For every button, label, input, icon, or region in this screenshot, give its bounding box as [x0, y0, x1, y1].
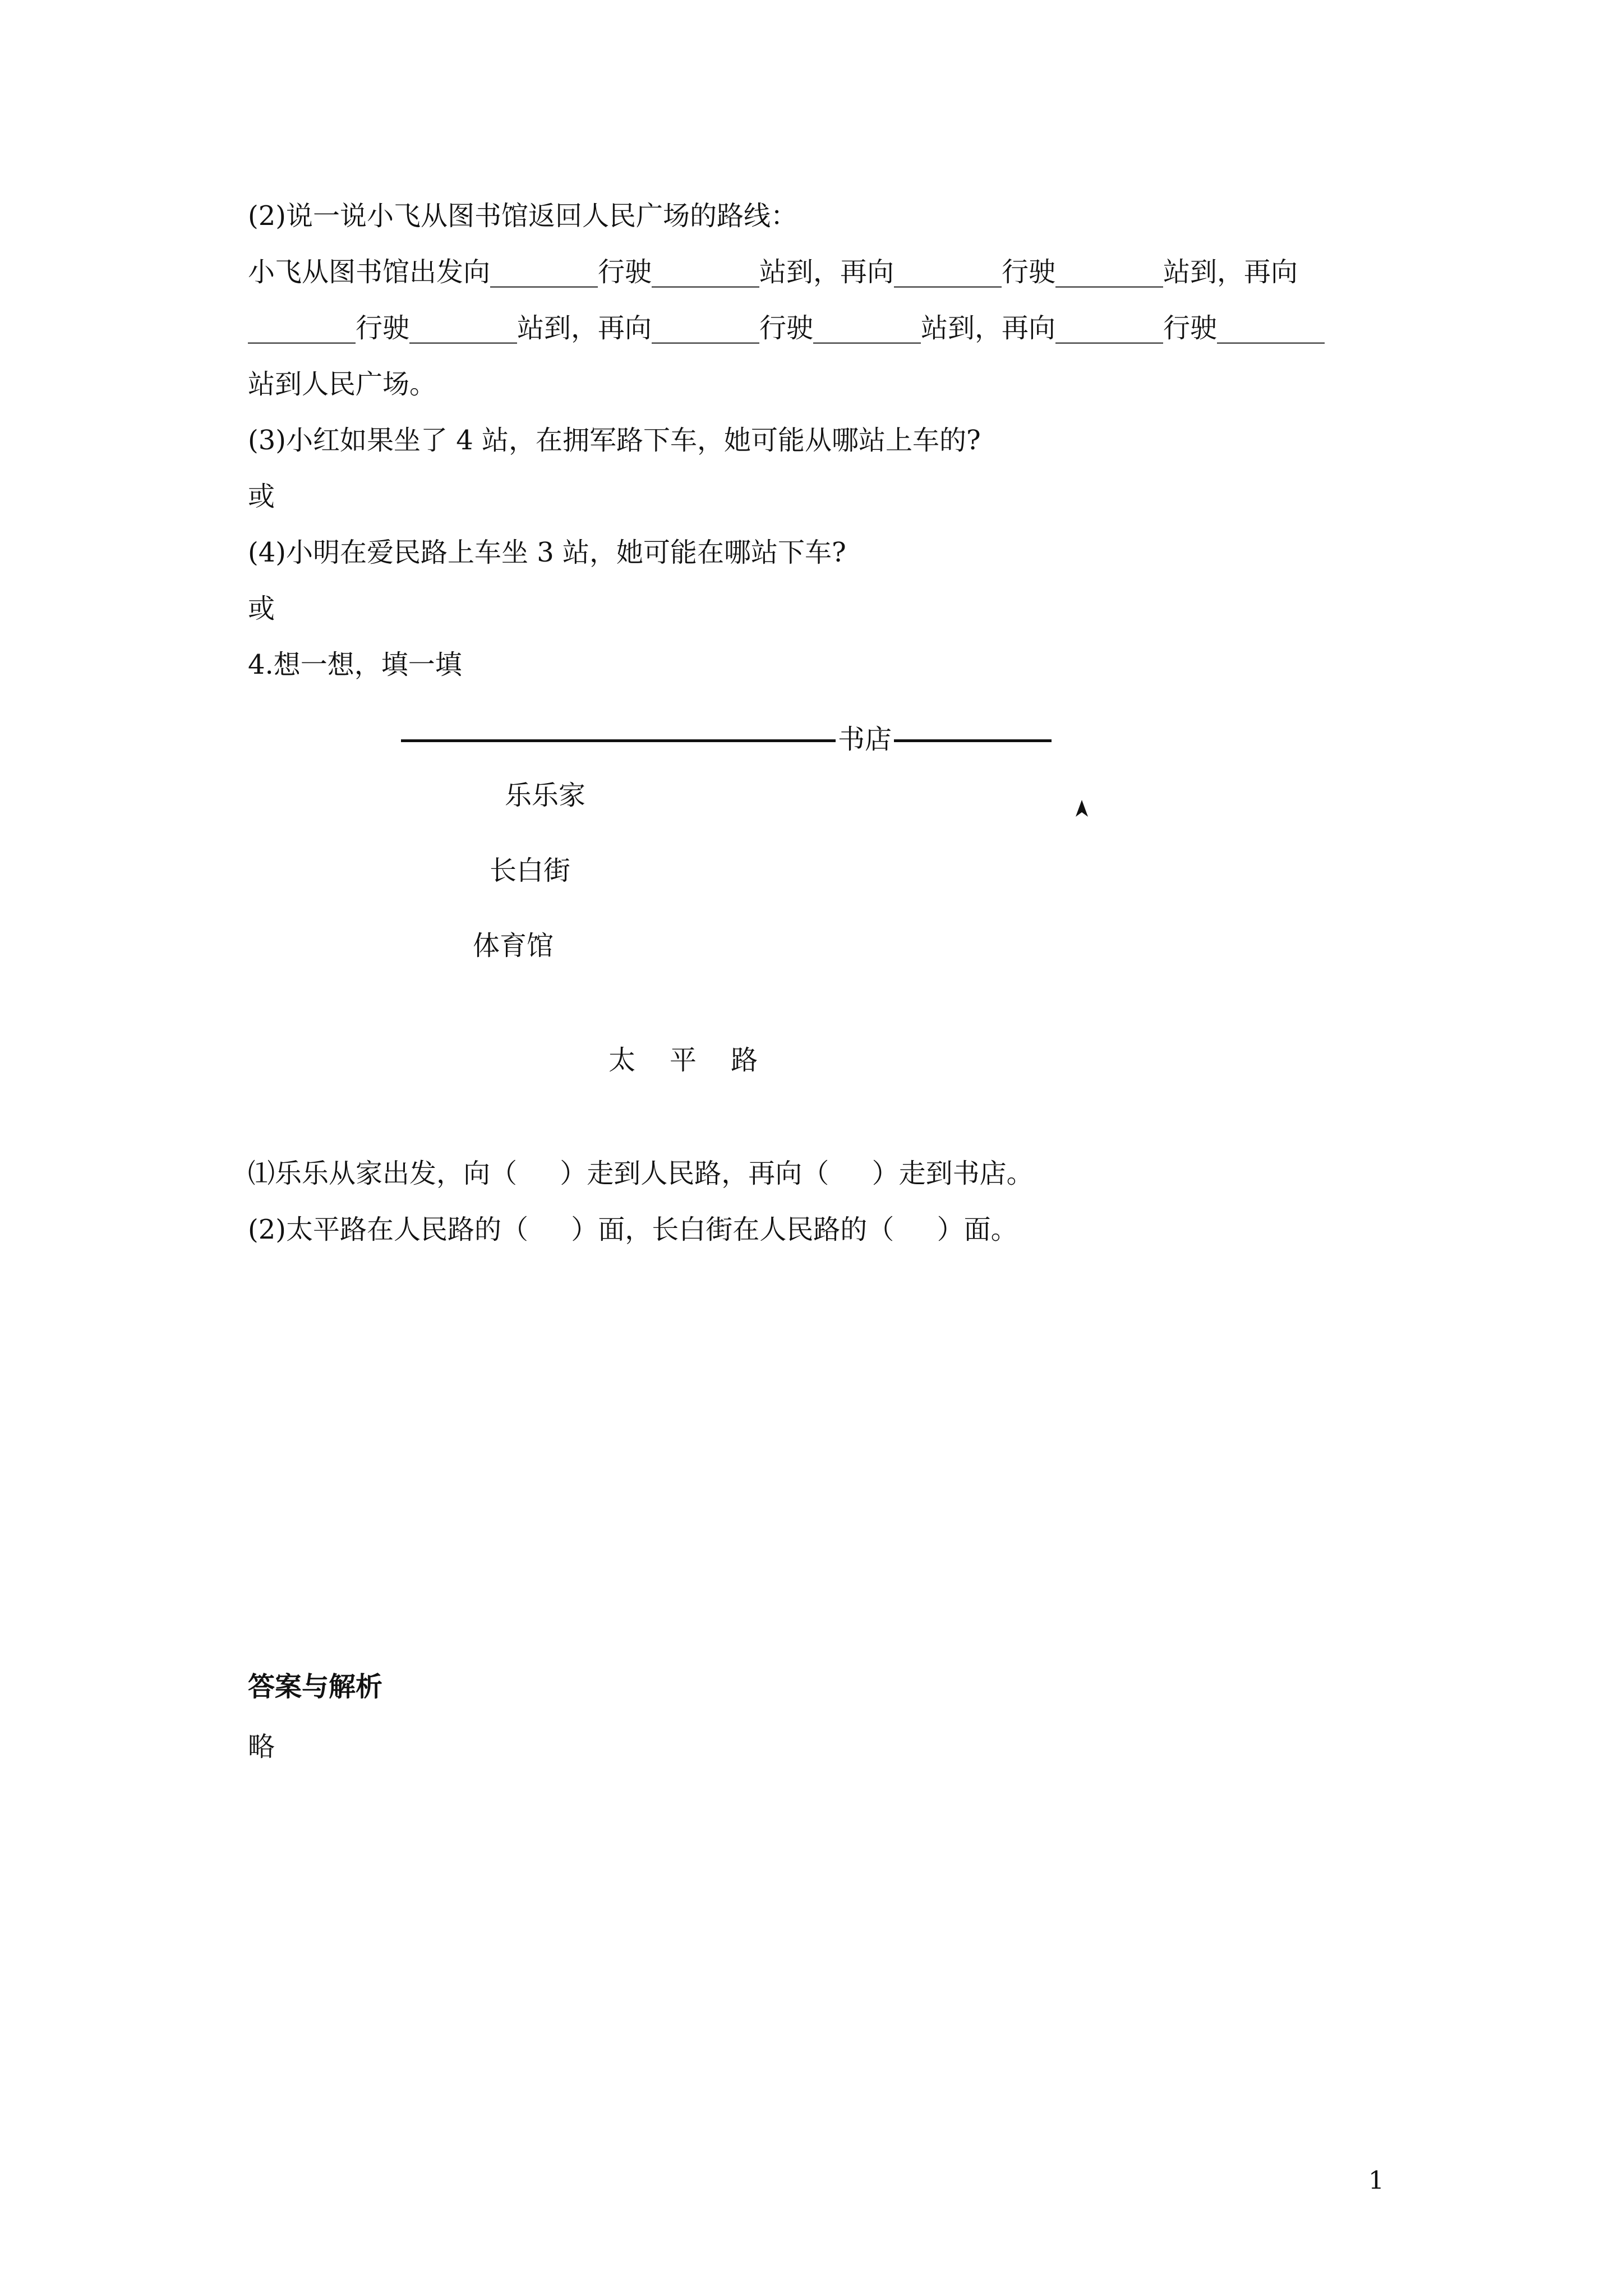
section-4-title: 4.想一想，填一填	[248, 649, 462, 680]
north-arrow-icon	[1073, 799, 1090, 818]
q2-line-1: 小飞从图书馆出发向________行驶________站到，再向________行驶________站到，再向	[248, 256, 1298, 288]
answer-content: 略	[248, 1731, 275, 1763]
bookstore-label: 书店	[836, 723, 894, 756]
fill-question-1: ⑴乐乐从家出发，向（ ）走到人民路，再向（ ）走到书店。	[248, 1158, 1034, 1189]
changbai-street-label: 长白街	[490, 855, 571, 886]
taiping-road-label: 太 平 路	[608, 1045, 758, 1076]
page-number: 1	[1368, 2166, 1384, 2195]
q2-line-2: ________行驶________站到，再向________行驶________站到，再向________行驶________	[248, 312, 1325, 344]
q4-title: (4)小明在爱民路上车坐 3 站，她可能在哪站下车?	[248, 537, 846, 568]
q3-title: (3)小红如果坐了 4 站，在拥军路下车，她可能从哪站上车的?	[248, 425, 981, 456]
gym-label: 体育馆	[473, 930, 554, 961]
answer-title: 答案与解析	[248, 1671, 383, 1703]
q4-or: 或	[248, 593, 275, 624]
fill-question-2: (2)太平路在人民路的（ ）面，长白街在人民路的（ ）面。	[248, 1214, 1018, 1245]
q3-or: 或	[248, 481, 275, 512]
lele-home-label: 乐乐家	[505, 780, 586, 811]
renmin-road-line	[401, 739, 1052, 742]
q2-line-3: 站到人民广场。	[248, 369, 437, 400]
q2-title: (2)说一说小飞从图书馆返回人民广场的路线：	[248, 200, 797, 232]
